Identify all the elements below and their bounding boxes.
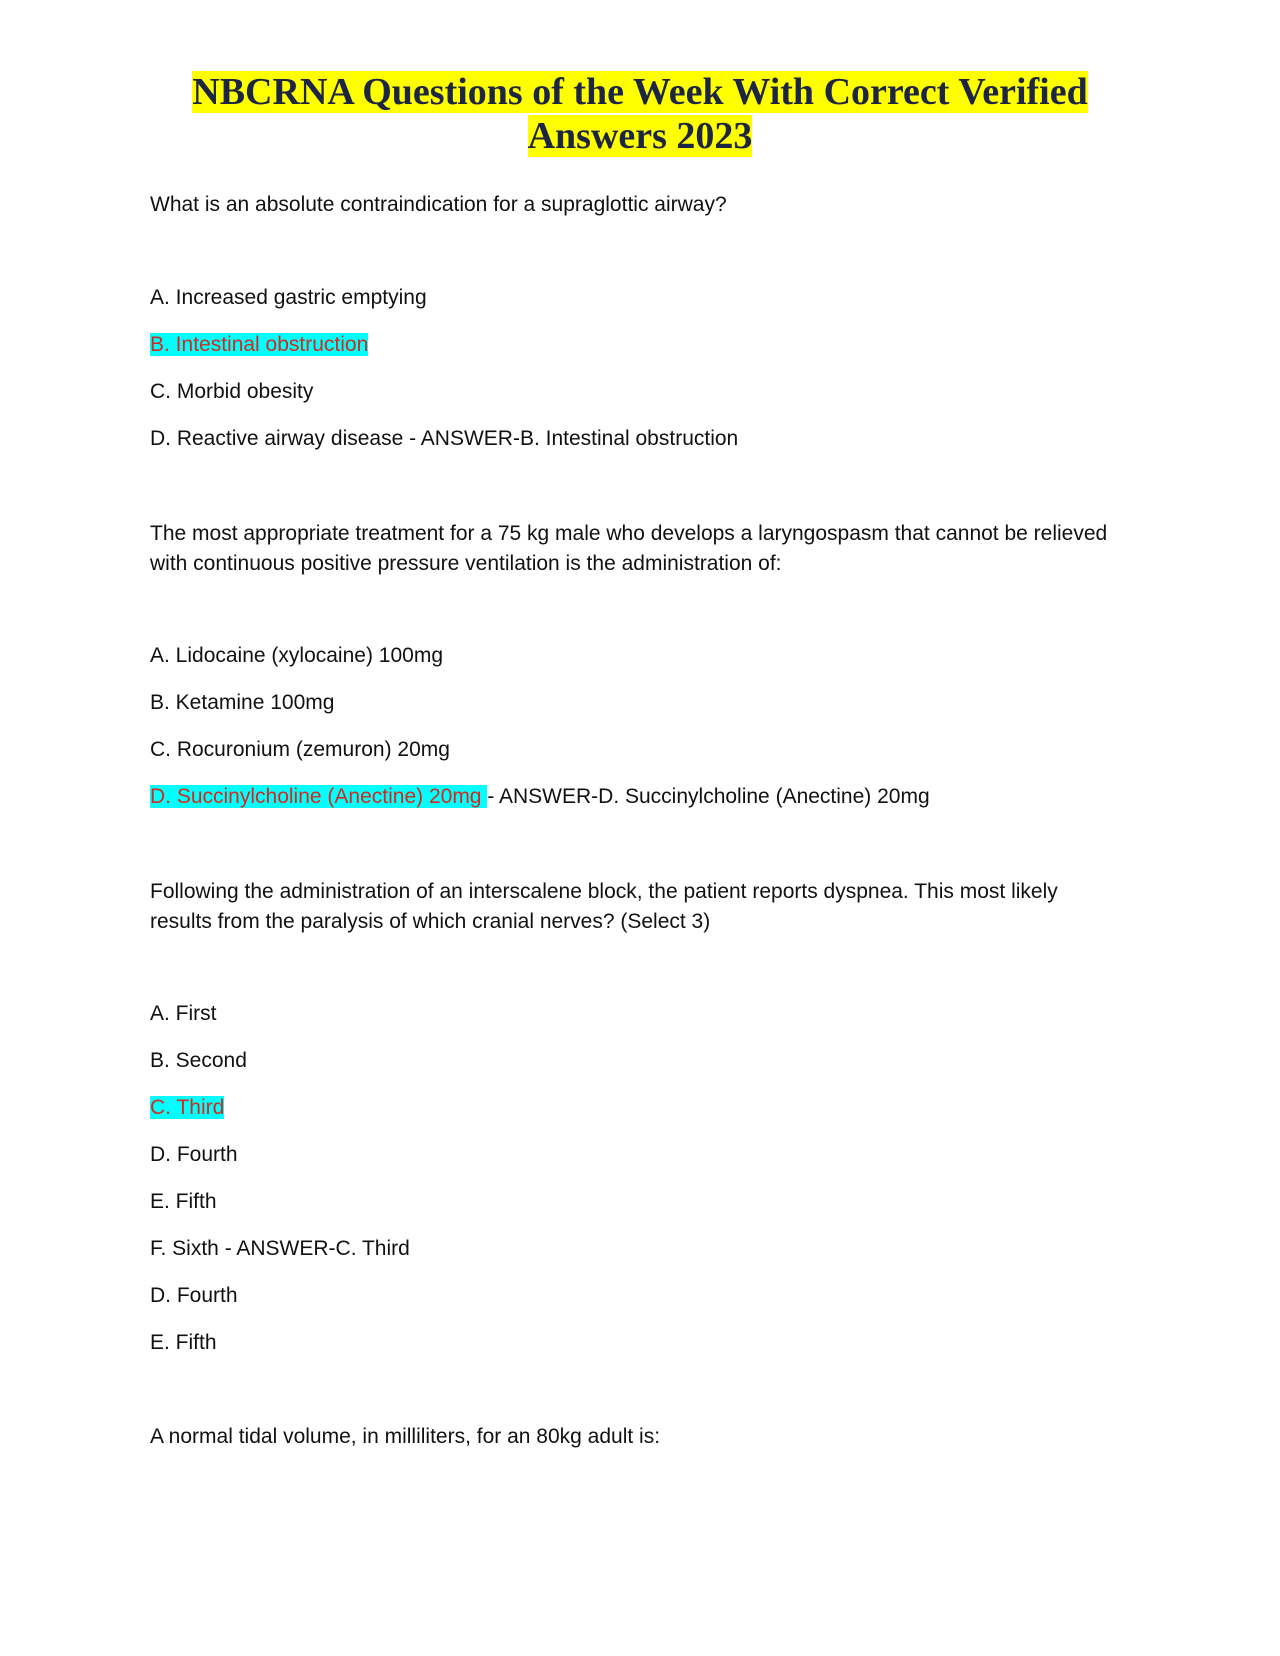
q2-question-line-2: with continuous positive pressure ventilation is the administration of: [150, 552, 782, 575]
q2-option-b: B. Ketamine 100mg [150, 691, 335, 714]
q3-option-d-repeat: D. Fourth [150, 1284, 238, 1307]
title-line-2: Answers 2023 [527, 115, 753, 157]
q3-question-line-1: Following the administration of an interscalene block, the patient reports dyspnea. This most likely [150, 880, 1058, 903]
page-title [0, 70, 1280, 158]
q1-question: What is an absolute contraindication for a supraglottic airway? [150, 193, 727, 216]
q2-question-line-1: The most appropriate treatment for a 75 kg male who develops a laryngospasm that cannot be relieved [150, 522, 1108, 545]
q3-option-e-repeat: E. Fifth [150, 1331, 217, 1354]
q4-question: A normal tidal volume, in milliliters, for an 80kg adult is: [150, 1425, 661, 1448]
title-line-1: NBCRNA Questions of the Week With Correct Verified [192, 71, 1088, 113]
q3-correct-answer-highlight: C. Third [150, 1096, 225, 1119]
q1-correct-answer-highlight: B. Intestinal obstruction [150, 333, 369, 356]
q3-option-f: F. Sixth - ANSWER-C. Third [150, 1237, 410, 1260]
q3-option-c [150, 1093, 224, 1123]
q1-option-c: C. Morbid obesity [150, 380, 314, 403]
q3-option-d: D. Fourth [150, 1143, 238, 1166]
q1-option-a: A. Increased gastric emptying [150, 286, 427, 309]
q2-answer-text: - ANSWER-D. Succinylcholine (Anectine) 20mg [487, 785, 930, 808]
q3-option-e: E. Fifth [150, 1190, 217, 1213]
q2-option-a: A. Lidocaine (xylocaine) 100mg [150, 644, 443, 667]
q1-option-b [150, 330, 368, 360]
q2-option-c: C. Rocuronium (zemuron) 20mg [150, 738, 450, 761]
q3-option-a: A. First [150, 1002, 217, 1025]
q1-option-d: D. Reactive airway disease - ANSWER-B. Intestinal obstruction [150, 427, 739, 450]
q2-option-d [150, 782, 930, 812]
q2-correct-answer-highlight: D. Succinylcholine (Anectine) 20mg [150, 785, 488, 808]
q3-option-b: B. Second [150, 1049, 247, 1072]
q3-question-line-2: results from the paralysis of which cranial nerves? (Select 3) [150, 910, 711, 933]
